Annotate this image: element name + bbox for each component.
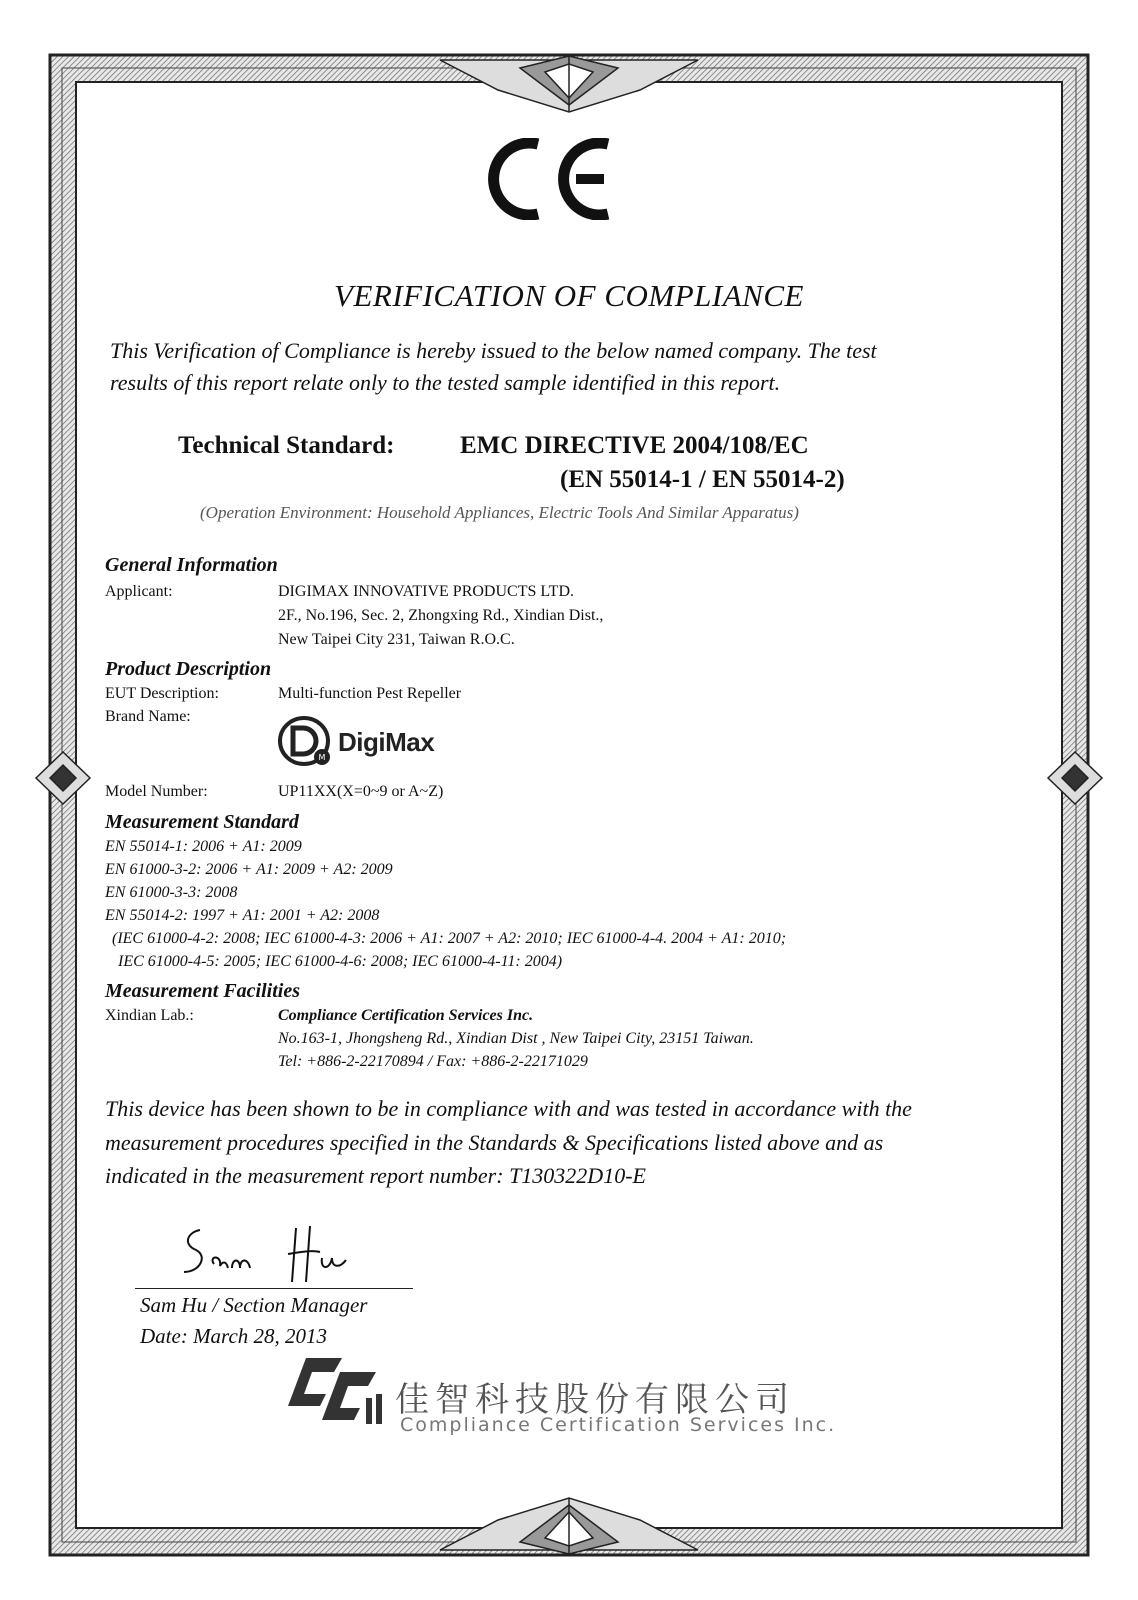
measurement-facilities-heading: Measurement Facilities [105,980,300,1002]
general-information-heading: General Information [105,554,278,576]
standard-line: EN 61000-3-3: 2008 [105,884,238,901]
right-ornament [1048,752,1102,804]
standard-line: IEC 61000-4-5: 2005; IEC 61000-4-6: 2008; IEC 61000-4-11: 2004) [118,953,563,970]
svg-text:M: M [318,753,326,762]
technical-standard-sub: (EN 55014-1 / EN 55014-2) [560,466,845,493]
applicant-address-1: 2F., No.196, Sec. 2, Zhongxing Rd., Xindian Dist., [278,607,604,624]
signature-date: Date: March 28, 2013 [140,1324,328,1348]
standard-line: (IEC 61000-4-2: 2008; IEC 61000-4-3: 2006 + A1: 2007 + A2: 2010; IEC 61000-4-4. 2004 + A1: 2010; [112,930,787,947]
intro-line-1: This Verification of Compliance is hereby issued to the below named company. The test [110,338,877,363]
product-description-heading: Product Description [105,658,272,680]
model-number-value: UP11XX(X=0~9 or A~Z) [278,783,444,800]
standard-line: EN 55014-1: 2006 + A1: 2009 [105,838,302,855]
brand-name-label: Brand Name: [105,708,191,725]
bottom-ornament [440,1498,698,1554]
compliance-line-3: indicated in the measurement report number: T130322D10-E [105,1163,646,1188]
technical-standard-value: EMC DIRECTIVE 2004/108/EC [460,432,809,459]
model-number-label: Model Number: [105,783,208,800]
issuer-chinese-name: 佳智科技股份有限公司 [395,1380,795,1420]
lab-address: No.163-1, Jhongsheng Rd., Xindian Dist , New Taipei City, 23151 Taiwan. [278,1030,754,1047]
compliance-line-2: measurement procedures specified in the Standards & Specifications listed above and as [105,1130,884,1155]
signature-line [135,1288,413,1289]
left-ornament [36,752,90,804]
lab-contact: Tel: +886-2-22170894 / Fax: +886-2-22171029 [278,1053,588,1070]
handwritten-signature [170,1222,370,1288]
ccs-logo-icon [282,1348,392,1430]
measurement-standard-heading: Measurement Standard [105,811,299,833]
applicant-address-2: New Taipei City 231, Taiwan R.O.C. [278,631,515,648]
standard-line: EN 61000-3-2: 2006 + A1: 2009 + A2: 2009 [105,861,393,878]
eut-description-label: EUT Description: [105,685,219,702]
standard-line: EN 55014-2: 1997 + A1: 2001 + A2: 2008 [105,907,380,924]
lab-name: Compliance Certification Services Inc. [278,1007,534,1024]
document-title: VERIFICATION OF COMPLIANCE [334,278,804,313]
signatory-name-title: Sam Hu / Section Manager [140,1293,368,1317]
eut-description-value: Multi-function Pest Repeller [278,685,462,702]
issuer-english-name: Compliance Certification Services Inc. [400,1414,837,1436]
lab-label: Xindian Lab.: [105,1007,194,1024]
top-ornament [440,56,698,112]
technical-standard-label: Technical Standard: [178,432,395,459]
operation-environment: (Operation Environment: Household Appliances, Electric Tools And Similar Apparatus) [200,503,799,522]
intro-line-2: results of this report relate only to the tested sample identified in this report. [110,370,781,395]
digimax-logo-icon [277,715,339,770]
applicant-label: Applicant: [105,583,173,600]
ce-mark-logo [480,138,615,220]
applicant-name: DIGIMAX INNOVATIVE PRODUCTS LTD. [278,583,575,600]
compliance-line-1: This device has been shown to be in compliance with and was tested in accordance with the [105,1096,912,1121]
digimax-brand-text: DigiMax [338,727,435,757]
